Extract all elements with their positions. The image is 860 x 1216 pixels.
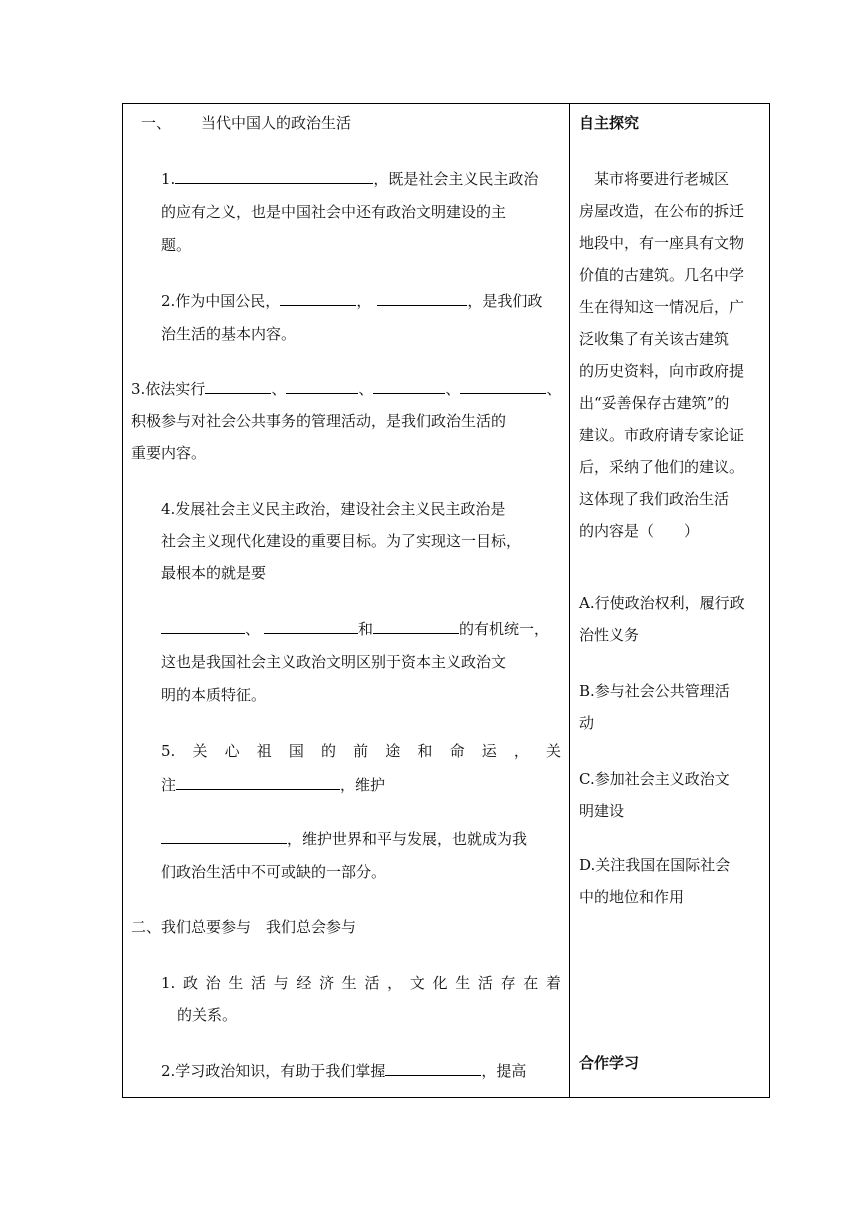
q1-line2: 的应有之义，也是中国社会中还有政治文明建设的主 [161,203,507,221]
fill-blank[interactable] [205,375,271,394]
section-2-heading: 二、我们总要参与 我们总会参与 [131,918,357,936]
q4-line3: 最根本的就是要 [161,564,267,582]
option-c[interactable]: C.参加社会主义政治文 明建设 [579,770,730,820]
fill-blank[interactable] [373,375,445,394]
self-study-title: 自主探究 [579,114,640,132]
q4-line6: 明的本质特征。 [161,686,267,704]
fill-blank[interactable] [280,287,356,306]
q5-line3: ，维护世界和平与发展，也就成为我 [161,824,527,854]
s2q1-line1: 1. 政 治 生 活 与 经 济 生 活 ， 文 化 生 活 存 在 着 [161,974,561,992]
option-b[interactable]: B.参与社会公共管理活 动 [579,682,730,732]
q1-line1: 1. ，既是社会主义民主政治 [161,164,538,194]
q4-line5: 这也是我国社会主义政治文明区别于资本主义政治文 [161,653,507,671]
fill-blank[interactable] [161,825,287,844]
section-1-heading: 一、 当代中国人的政治生活 [141,114,352,132]
q4-line4: 、 和 的有机统一， [161,614,549,644]
fill-blank[interactable] [373,615,459,634]
q2-line2: 治生活的基本内容。 [161,325,297,343]
q2-line1: 2.作为中国公民， ， ，是我们政 [161,286,542,316]
fill-blank[interactable] [385,1057,481,1076]
option-d[interactable]: D.关注我国在国际社会 中的地位和作用 [579,856,731,906]
q1-line3: 题。 [161,236,192,254]
column-divider [569,104,570,1097]
option-a[interactable]: A.行使政治权利，履行政 治性义务 [579,594,745,644]
worksheet-table [122,103,770,1098]
q3-line3: 重要内容。 [131,444,207,462]
fill-blank[interactable] [286,375,358,394]
q3-line2: 积极参与对社会公共事务的管理活动，是我们政治生活的 [131,412,507,430]
q5-line2: 注 ，维护 [161,770,385,800]
fill-blank[interactable] [176,771,340,790]
cooperative-learning-title: 合作学习 [579,1054,640,1072]
q5-line4: 们政治生活中不可或缺的一部分。 [161,863,387,881]
fill-blank[interactable] [460,375,546,394]
q4-line2: 社会主义现代化建设的重要目标。为了实现这一目标， [161,532,522,550]
fill-blank[interactable] [161,615,245,634]
question-text: 某市将要进行老城区 房屋改造，在公布的拆迁 地段中，有一座具有文物 价值的古建筑。几名中学 生在得知这一情况后，广 泛收集了有关该古建筑 的历史资料，向市政府提 出“妥善保存古建筑”的 建议。市政府请专家论证 后，采纳了他们的建议。 这体现了我们政治生活 的内容是（ ） [579,170,745,540]
s2q2-line1: 2.学习政治知识，有助于我们掌握 ，提高 [161,1056,526,1086]
q5-line1: 5. 关 心 祖 国 的 前 途 和 命 运 ， 关 [161,742,561,760]
q4-line1: 4.发展社会主义民主政治，建设社会主义民主政治是 [161,500,506,518]
fill-blank[interactable] [377,287,467,306]
fill-blank[interactable] [175,165,373,184]
s2q1-line2: 的关系。 [177,1006,238,1024]
fill-blank[interactable] [264,615,358,634]
q3-line1: 3.依法实行 、 、 、 、 [131,374,561,404]
